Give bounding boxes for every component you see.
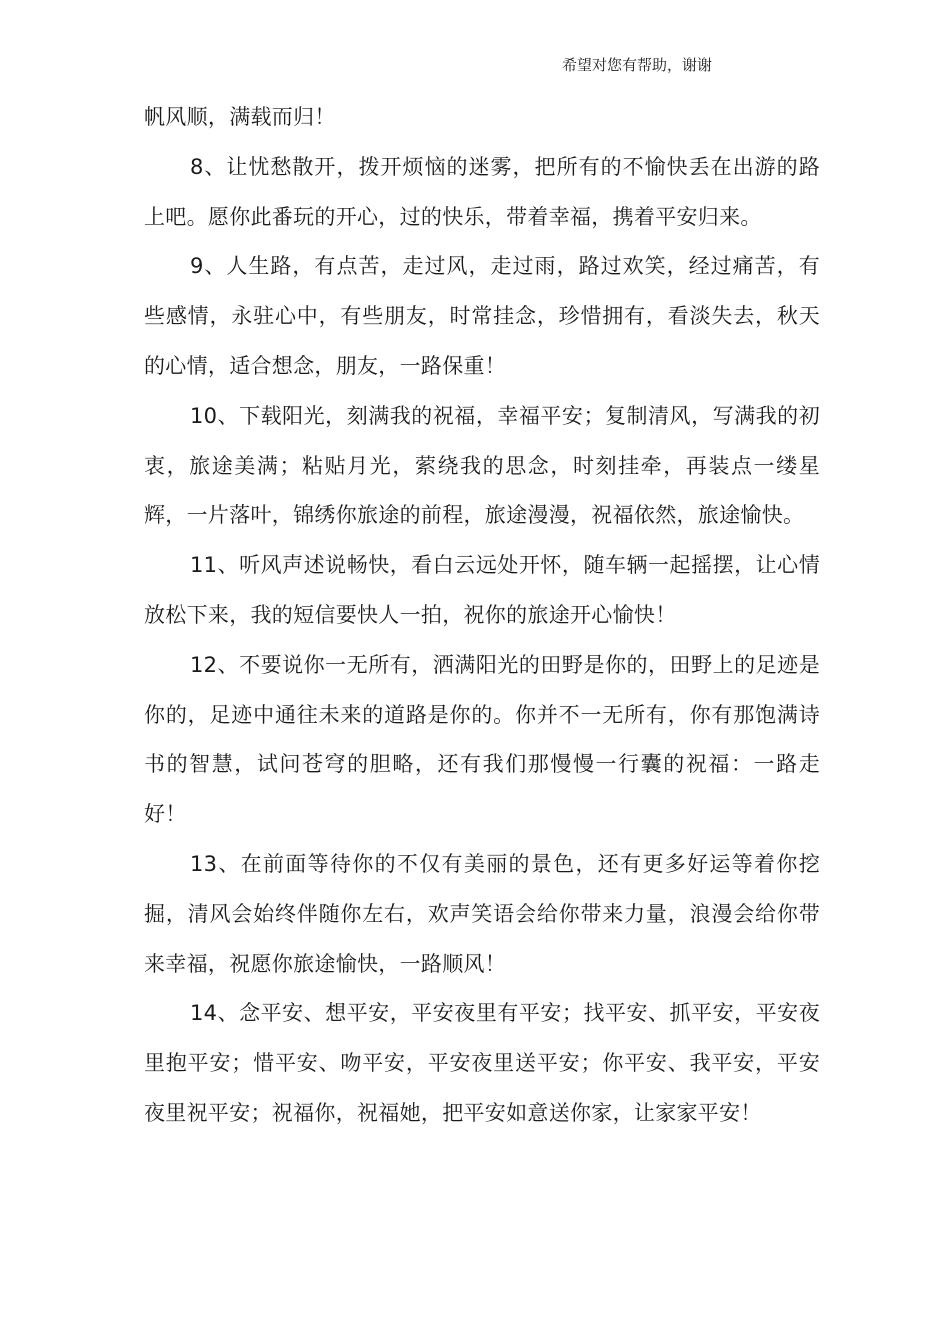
paragraph-13: 13、在前面等待你的不仅有美丽的景色，还有更多好运等着你挖掘，清风会始终伴随你左右，欢声笑语会给你带来力量，浪漫会给你带来幸福，祝愿你旅途愉快，一路顺风！ <box>144 851 820 976</box>
header-note: 希望对您有帮助，谢谢 <box>562 56 713 74</box>
paragraph-10: 10、下载阳光，刻满我的祝福，幸福平安；复制清风，写满我的初衷，旅途美满；粘贴月光，萦绕我的思念，时刻挂牵，再装点一缕星辉，一片落叶，锦绣你旅途的前程，旅途漫漫，祝福依然，旅途愉快。 <box>144 403 820 528</box>
paragraph-continuation: 帆风顺，满载而归！ <box>144 105 336 129</box>
document-body <box>144 93 820 1139</box>
paragraph-9: 9、人生路，有点苦，走过风，走过雨，路过欢笑，经过痛苦，有些感情，永驻心中，有些朋友，时常挂念，珍惜拥有，看淡失去，秋天的心情，适合想念，朋友，一路保重！ <box>144 254 820 378</box>
paragraph-11: 11、听风声述说畅快，看白云远处开怀，随车辆一起摇摆，让心情放松下来，我的短信要快人一拍，祝你的旅途开心愉快！ <box>144 553 820 627</box>
paragraph-14: 14、念平安、想平安，平安夜里有平安；找平安、抓平安，平安夜里抱平安；惜平安、吻平安，平安夜里送平安；你平安、我平安，平安夜里祝平安；祝福你，祝福她，把平安如意送你家，让家家平安！ <box>144 1001 820 1125</box>
paragraph-12: 12、不要说你一无所有，洒满阳光的田野是你的，田野上的足迹是你的，足迹中通往未来的道路是你的。你并不一无所有，你有那饱满诗书的智慧，试问苍穹的胆略，还有我们那慢慢一行囊的祝福：一路走好！ <box>144 652 820 827</box>
paragraph-8: 8、让忧愁散开，拨开烦恼的迷雾，把所有的不愉快丢在出游的路上吧。愿你此番玩的开心，过的快乐，带着幸福，携着平安归来。 <box>144 154 820 229</box>
